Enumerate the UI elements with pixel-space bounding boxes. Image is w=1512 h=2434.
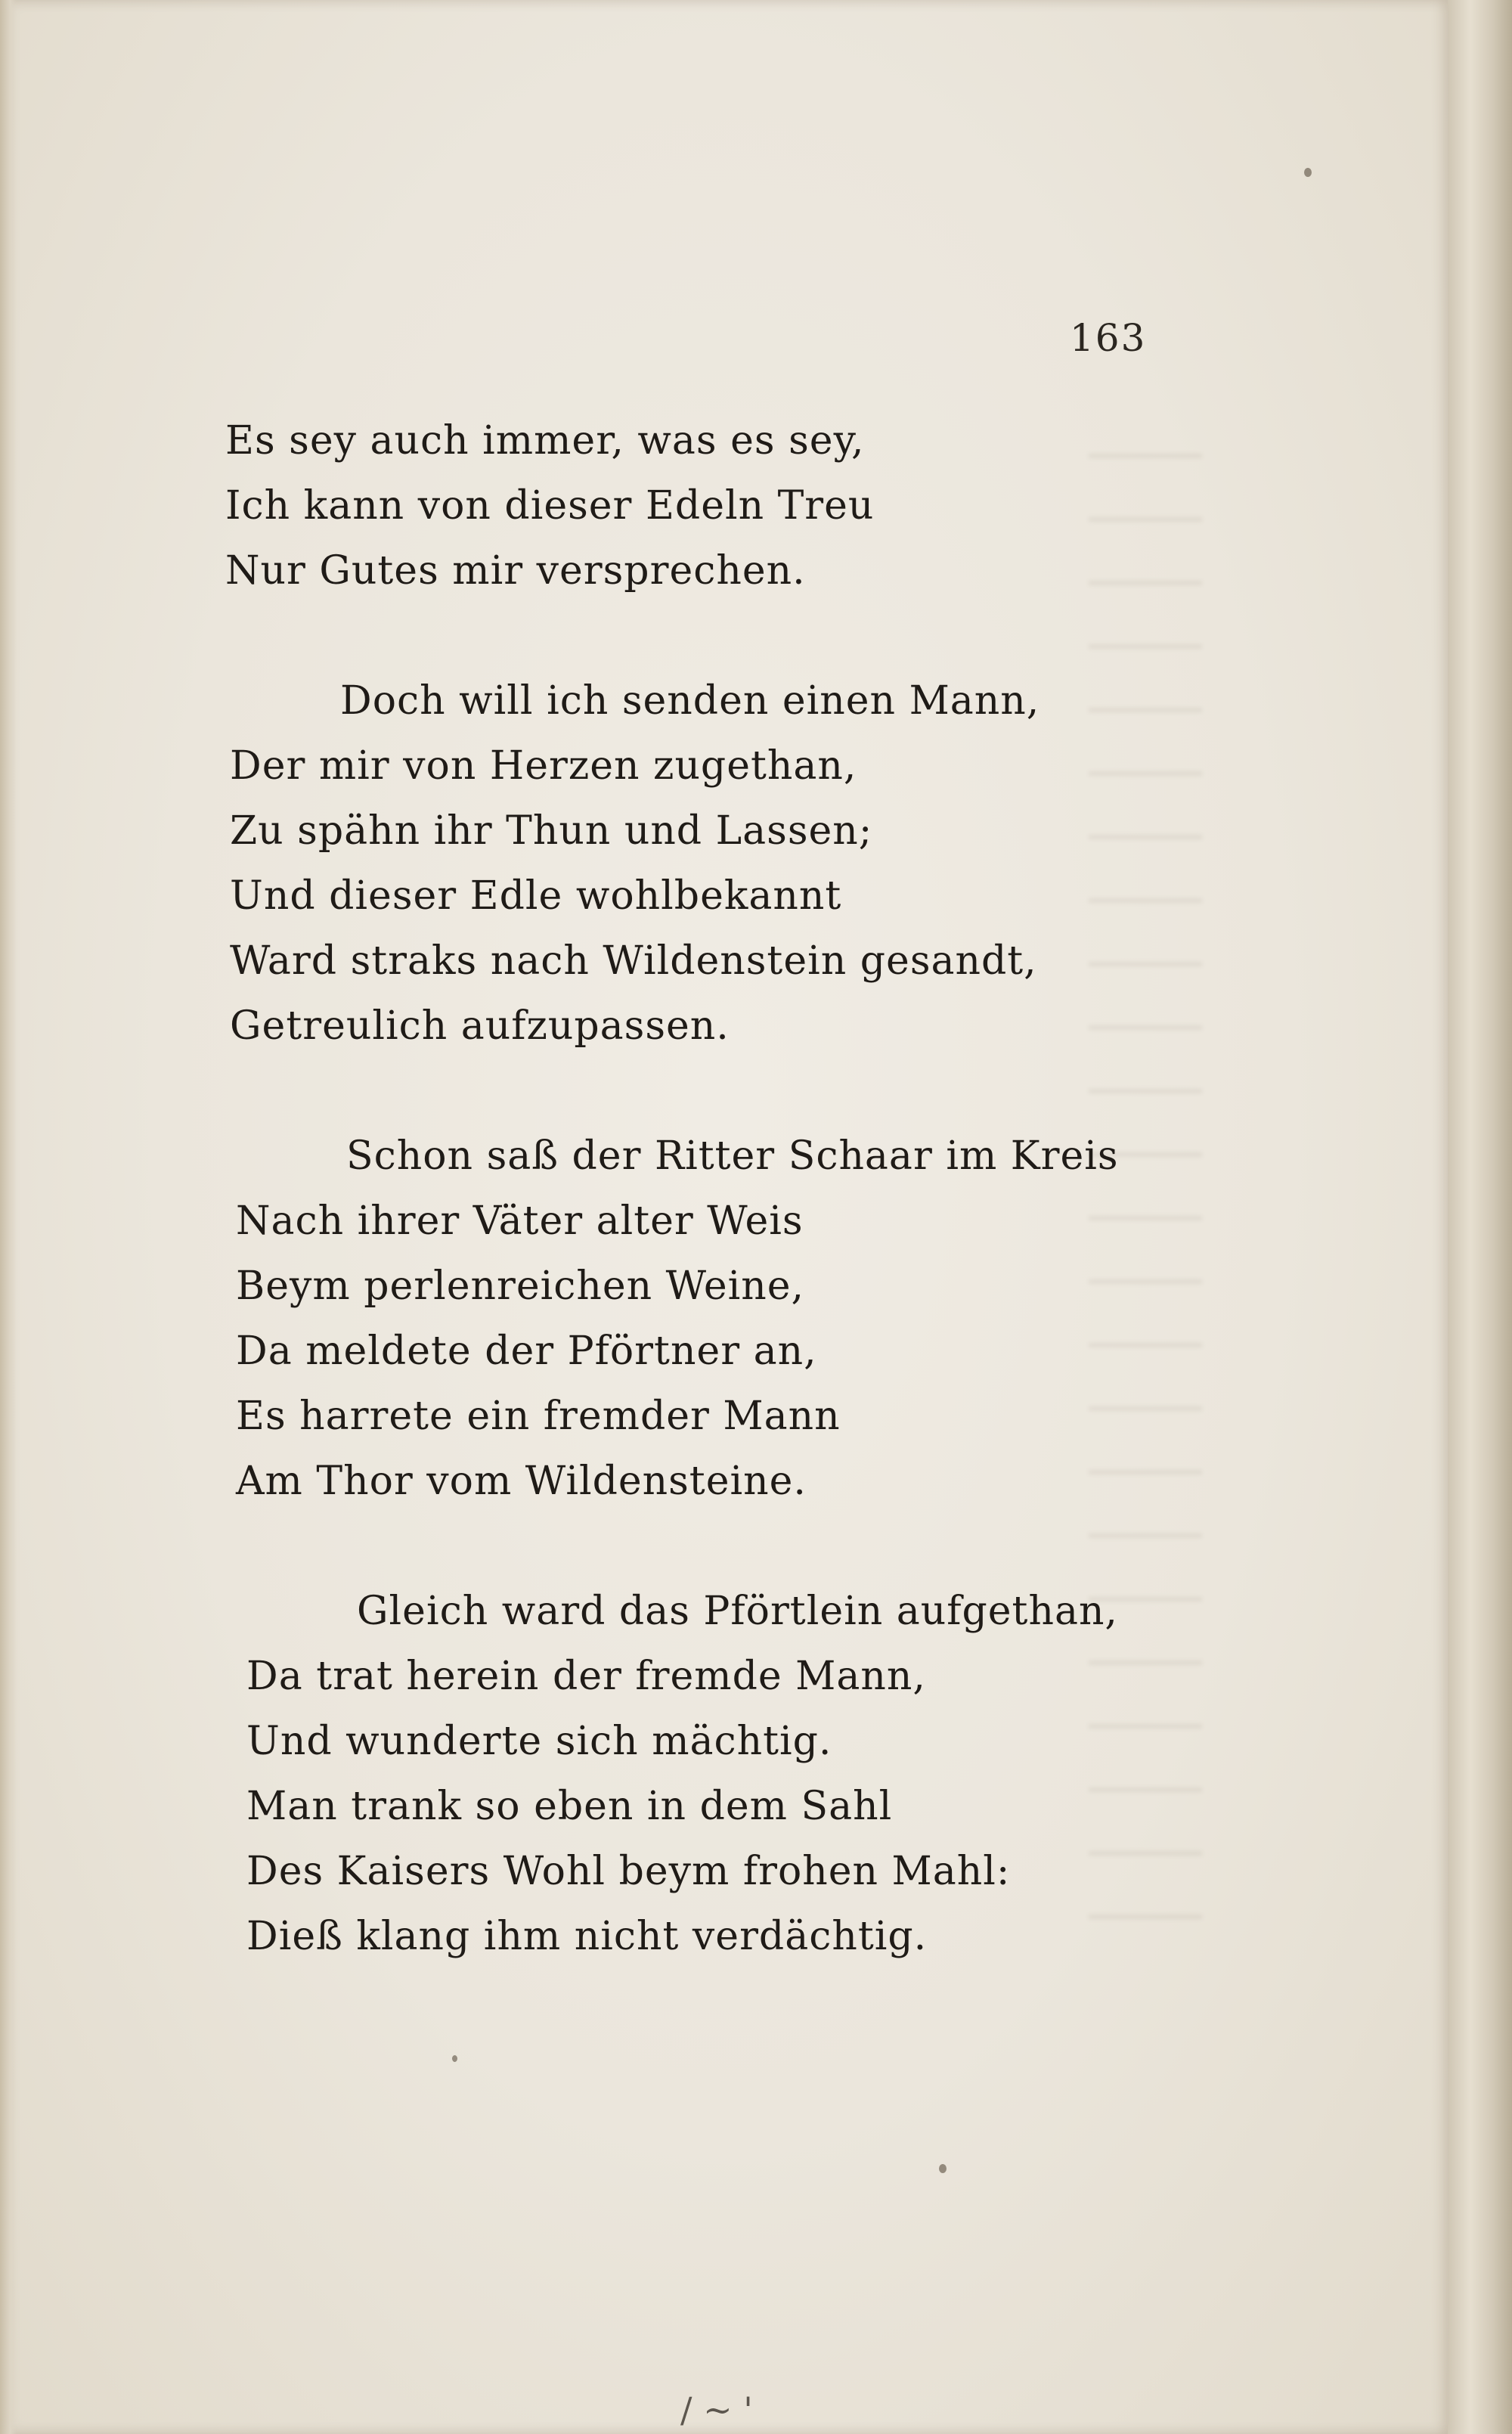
poem-line: Doch will ich senden einen Mann, [340,678,1040,724]
poem-line: Da trat herein der fremde Mann, [246,1654,926,1699]
page-gutter-shadow [0,0,17,2434]
stanza-4 [246,1579,1132,1969]
poem-line: Schon saß der Ritter Schaar im Kreis [346,1133,1119,1179]
page-number: 163 [1070,316,1147,360]
poem-line: Nach ihrer Väter alter Weis [236,1198,804,1244]
page-stack-edge [1448,0,1512,2434]
poem-line: Es harrete ein fremder Mann [236,1394,841,1439]
poem-line: Dieß klang ihm nicht verdächtig. [246,1914,928,1959]
paper-speck [452,2055,457,2062]
stanza-2 [230,668,1132,1059]
poem-line: Beym perlenreichen Weine, [236,1264,805,1309]
stanza-1 [225,408,1132,603]
poem-line: Ich kann von dieser Edeln Treu [225,483,875,529]
poem-line: Es sey auch immer, was es sey, [225,418,865,464]
poem-line: Zu spähn ihr Thun und Lassen; [230,808,873,854]
paper-speck [1304,168,1312,177]
poem-text [225,408,1132,2034]
poem-line: Ward straks nach Wildenstein gesandt, [230,938,1037,984]
poem-line: Des Kaisers Wohl beym frohen Mahl: [246,1849,1011,1894]
stanza-3 [236,1124,1132,1514]
poem-line: Man trank so eben in dem Sahl [246,1784,893,1829]
poem-line: Nur Gutes mir versprechen. [225,548,806,594]
poem-line: Und wunderte sich mächtig. [246,1719,832,1764]
poem-line: Der mir von Herzen zugethan, [230,743,857,789]
poem-line: Da meldete der Pförtner an, [236,1329,817,1374]
handwritten-mark: / ~ ' [680,2389,753,2430]
poem-line: Am Thor vom Wildensteine. [236,1459,807,1504]
paper-speck [939,2164,947,2173]
poem-line: Und dieser Edle wohlbekannt [230,873,842,919]
poem-line: Getreulich aufzupassen. [230,1003,730,1049]
poem-line: Gleich ward das Pförtlein aufgethan, [357,1589,1118,1634]
